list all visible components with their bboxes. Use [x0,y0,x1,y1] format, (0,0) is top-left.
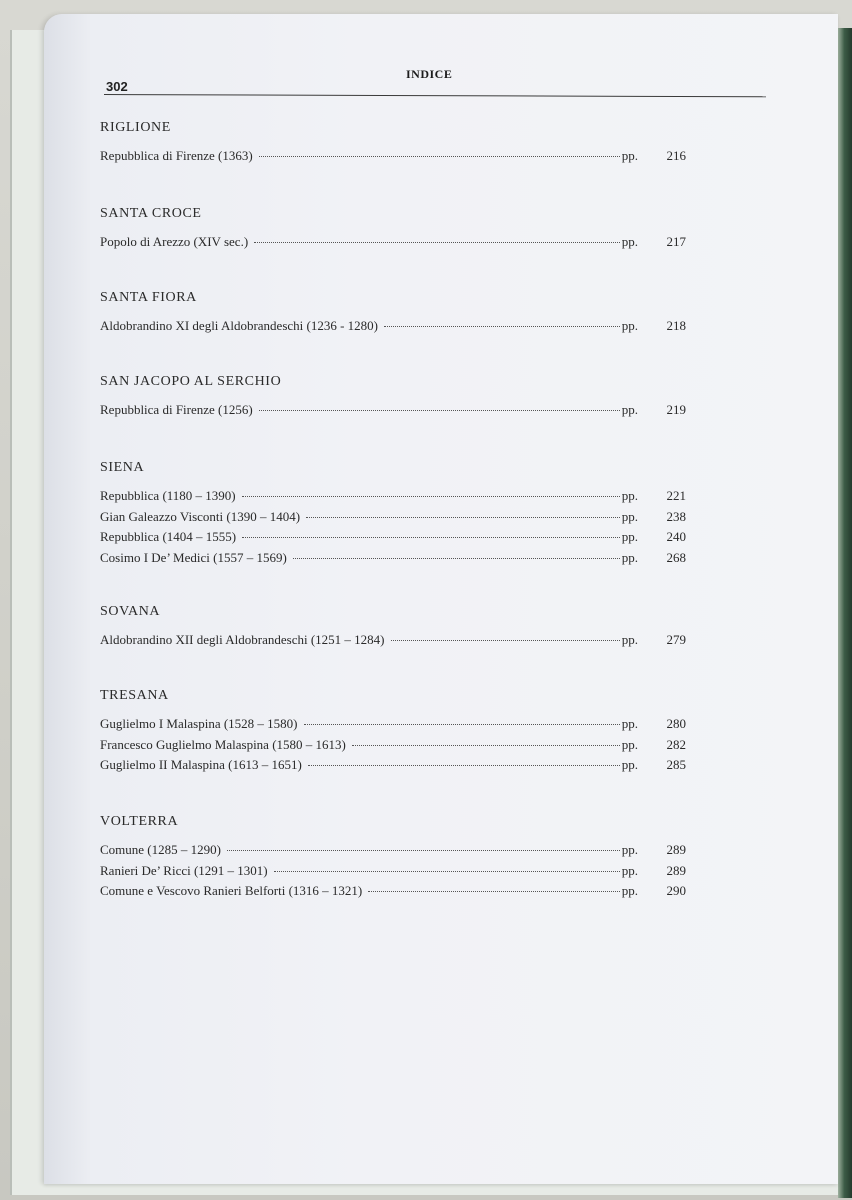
index-entry [100,757,686,775]
index-entry [100,402,686,420]
page-reference: 219 [666,402,686,417]
page-reference: 216 [666,148,686,163]
pp-label: pp. [621,148,638,163]
page-reference: 279 [666,632,686,647]
section-heading: RIGLIONE [100,120,171,135]
section-heading: SAN JACOPO AL SERCHIO [100,374,282,389]
running-head: INDICE [406,67,453,81]
index-entry [100,737,686,755]
pp-label: pp. [621,736,638,752]
page-reference: 285 [666,757,686,772]
page-reference: 217 [666,234,686,249]
page-reference: 282 [666,736,686,752]
page-reference: 240 [666,529,686,544]
pp-label: pp. [621,318,638,333]
entry-title: Guglielmo I Malaspina (1528 – 1580) [100,716,298,731]
index-entry [100,632,686,650]
dot-leader [242,496,620,497]
pp-label: pp. [621,402,638,417]
entry-title: Francesco Guglielmo Malaspina (1580 – 1613) [100,736,346,752]
index-entry [100,148,686,166]
pp-label: pp. [621,549,638,565]
index-entry [100,842,686,860]
section-heading: SIENA [100,460,145,475]
page-reference: 290 [666,883,686,898]
index-entry [100,716,686,734]
section-heading: SOVANA [100,604,161,619]
entry-title: Guglielmo II Malaspina (1613 – 1651) [100,757,302,772]
dot-leader [274,871,620,872]
dot-leader [227,850,620,851]
entry-title: Repubblica di Firenze (1363) [100,148,253,163]
pp-label: pp. [621,508,638,524]
dot-leader [308,765,620,766]
pp-label: pp. [621,716,638,731]
dot-leader [368,891,620,892]
section-heading: VOLTERRA [100,814,179,829]
pp-label: pp. [621,757,638,772]
section-heading: SANTA FIORA [100,290,197,305]
entry-title: Comune e Vescovo Ranieri Belforti (1316 – 1321) [100,883,363,898]
pp-label: pp. [621,842,638,857]
pp-label: pp. [621,488,638,503]
index-entry [100,488,686,506]
index-entry [100,883,686,901]
pp-label: pp. [621,883,638,898]
entry-title: Repubblica (1404 – 1555) [100,529,237,544]
index-entry [100,550,686,568]
page-reference: 218 [666,318,686,333]
page-reference: 268 [666,549,686,565]
entry-title: Repubblica di Firenze (1256) [100,402,253,417]
entry-title: Comune (1285 – 1290) [100,842,221,857]
page-reference: 289 [666,842,686,857]
entry-title: Ranieri De’ Ricci (1291 – 1301) [100,862,268,878]
section-heading: TRESANA [100,688,169,703]
entry-title: Repubblica (1180 – 1390) [100,488,236,503]
index-entry [100,509,686,527]
dot-leader [391,640,620,641]
dot-leader [259,410,620,411]
page-reference: 221 [666,488,686,503]
pp-label: pp. [621,862,638,878]
dot-leader [293,558,620,559]
book-cover-edge [838,28,852,1198]
entry-title: Gian Galeazzo Visconti (1390 – 1404) [100,508,301,524]
dot-leader [304,724,620,725]
index-entry [100,234,686,252]
dot-leader [306,517,620,518]
dot-leader [352,745,620,746]
pp-label: pp. [621,529,638,544]
index-entry [100,529,686,547]
page-reference: 289 [666,862,686,878]
dot-leader [254,242,620,243]
index-entry [100,863,686,881]
pp-label: pp. [621,234,638,249]
page-reference: 280 [666,716,686,731]
dot-leader [384,326,620,327]
section-heading: SANTA CROCE [100,206,202,221]
page-reference: 238 [666,508,686,524]
entry-title: Aldobrandino XII degli Aldobrandeschi (1251 – 1284) [100,632,385,647]
entry-title: Popolo di Arezzo (XIV sec.) [100,234,249,249]
dot-leader [259,156,620,157]
dot-leader [242,537,620,538]
pp-label: pp. [621,632,638,647]
index-entry [100,318,686,336]
page-number: 302 [106,79,128,94]
entry-title: Cosimo I De’ Medici (1557 – 1569) [100,549,287,565]
entry-title: Aldobrandino XI degli Aldobrandeschi (1236 - 1280) [100,318,379,333]
book-page [44,14,838,1184]
